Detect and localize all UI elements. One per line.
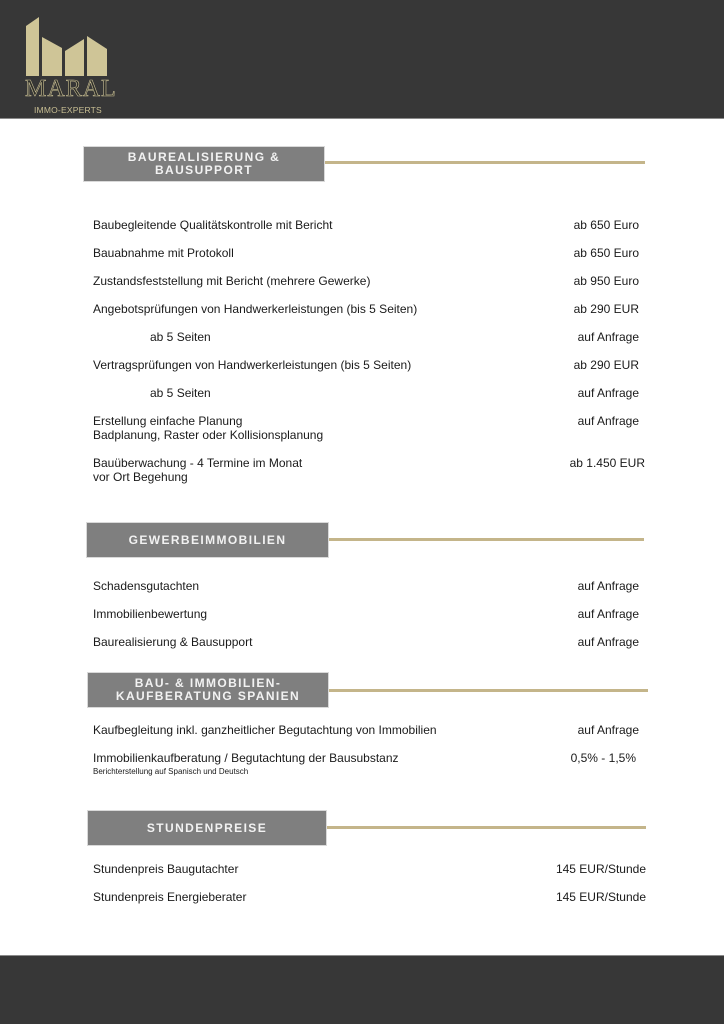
service-label: Zustandsfeststellung mit Bericht (mehrere Gewerke) <box>93 274 371 288</box>
service-label: Stundenpreis Energieberater <box>93 890 247 904</box>
price-row <box>93 751 645 777</box>
service-label: Erstellung einfache Planung <box>93 414 243 428</box>
section-header-stundenpreise <box>87 810 646 846</box>
service-price: ab 650 Euro <box>573 218 639 232</box>
service-label: Stundenpreis Baugutachter <box>93 862 239 876</box>
section-title-line2: BAUSUPPORT <box>154 163 253 177</box>
section-divider-line <box>327 826 646 829</box>
buildings-logo-icon <box>22 14 114 78</box>
service-sublabel: Badplanung, Raster oder Kollisionsplanung <box>93 428 324 442</box>
logo-wordmark: MARAL <box>25 76 117 102</box>
logo-tagline: IMMO-EXPERTS <box>34 105 102 115</box>
section-title-line1: STUNDENPREISE <box>146 820 268 835</box>
section-title-line1: GEWERBEIMMOBILIEN <box>128 532 287 547</box>
service-label: Baubegleitende Qualitätskontrolle mit Bericht <box>93 218 333 232</box>
service-price: ab 950 Euro <box>573 274 639 288</box>
service-price: ab 290 EUR <box>573 358 639 372</box>
maral-logo <box>22 14 117 116</box>
service-price: auf Anfrage <box>577 635 639 649</box>
section-title-line2: KAUFBERATUNG SPANIEN <box>115 689 301 703</box>
section-title-line1: BAUREALISIERUNG & <box>127 150 281 164</box>
service-price: 0,5% - 1,5% <box>570 751 636 765</box>
section-title-box <box>87 810 327 846</box>
service-price: auf Anfrage <box>577 330 639 344</box>
service-note: Berichterstellung auf Spanisch und Deutsch <box>93 767 249 776</box>
section-header-baurealisierung <box>83 146 645 182</box>
service-label: ab 5 Seiten <box>150 386 211 400</box>
service-label: Vertragsprüfungen von Handwerkerleistungen (bis 5 Seiten) <box>93 358 412 372</box>
section-header-kaufberatung-spanien <box>87 672 648 708</box>
service-label: Kaufbegleitung inkl. ganzheitlicher Begutachtung von Immobilien <box>93 723 437 737</box>
service-price: auf Anfrage <box>577 579 639 593</box>
price-row <box>93 414 645 444</box>
section-title-box <box>86 522 329 558</box>
section-header-gewerbeimmobilien <box>86 522 644 558</box>
page-header <box>0 0 724 119</box>
service-price: auf Anfrage <box>577 414 639 428</box>
section-title-box <box>83 146 325 182</box>
service-label: Baurealisierung & Bausupport <box>93 635 253 649</box>
service-price: ab 1.450 EUR <box>569 456 645 470</box>
service-price: auf Anfrage <box>577 607 639 621</box>
service-price: auf Anfrage <box>577 386 639 400</box>
service-label: ab 5 Seiten <box>150 330 211 344</box>
service-price: ab 290 EUR <box>573 302 639 316</box>
price-row <box>93 456 645 486</box>
service-price: auf Anfrage <box>577 723 639 737</box>
section-divider-line <box>329 689 648 692</box>
service-label: Bauüberwachung - 4 Termine im Monat <box>93 456 303 470</box>
service-label: Angebotsprüfungen von Handwerkerleistungen (bis 5 Seiten) <box>93 302 418 316</box>
service-price: 145 EUR/Stunde <box>555 890 646 904</box>
section-title-box <box>87 672 329 708</box>
page-footer <box>0 955 724 1024</box>
service-label: Schadensgutachten <box>93 579 200 593</box>
section-divider-line <box>325 161 645 164</box>
service-label: Immobilienkaufberatung / Begutachtung der Bausubstanz <box>93 751 399 765</box>
service-sublabel: vor Ort Begehung <box>93 470 188 484</box>
section-title-line1: BAU- & IMMOBILIEN- <box>134 676 282 690</box>
service-label: Immobilienbewertung <box>93 607 208 621</box>
service-price: ab 650 Euro <box>573 246 639 260</box>
section-divider-line <box>329 538 644 541</box>
service-price: 145 EUR/Stunde <box>555 862 646 876</box>
service-label: Bauabnahme mit Protokoll <box>93 246 234 260</box>
